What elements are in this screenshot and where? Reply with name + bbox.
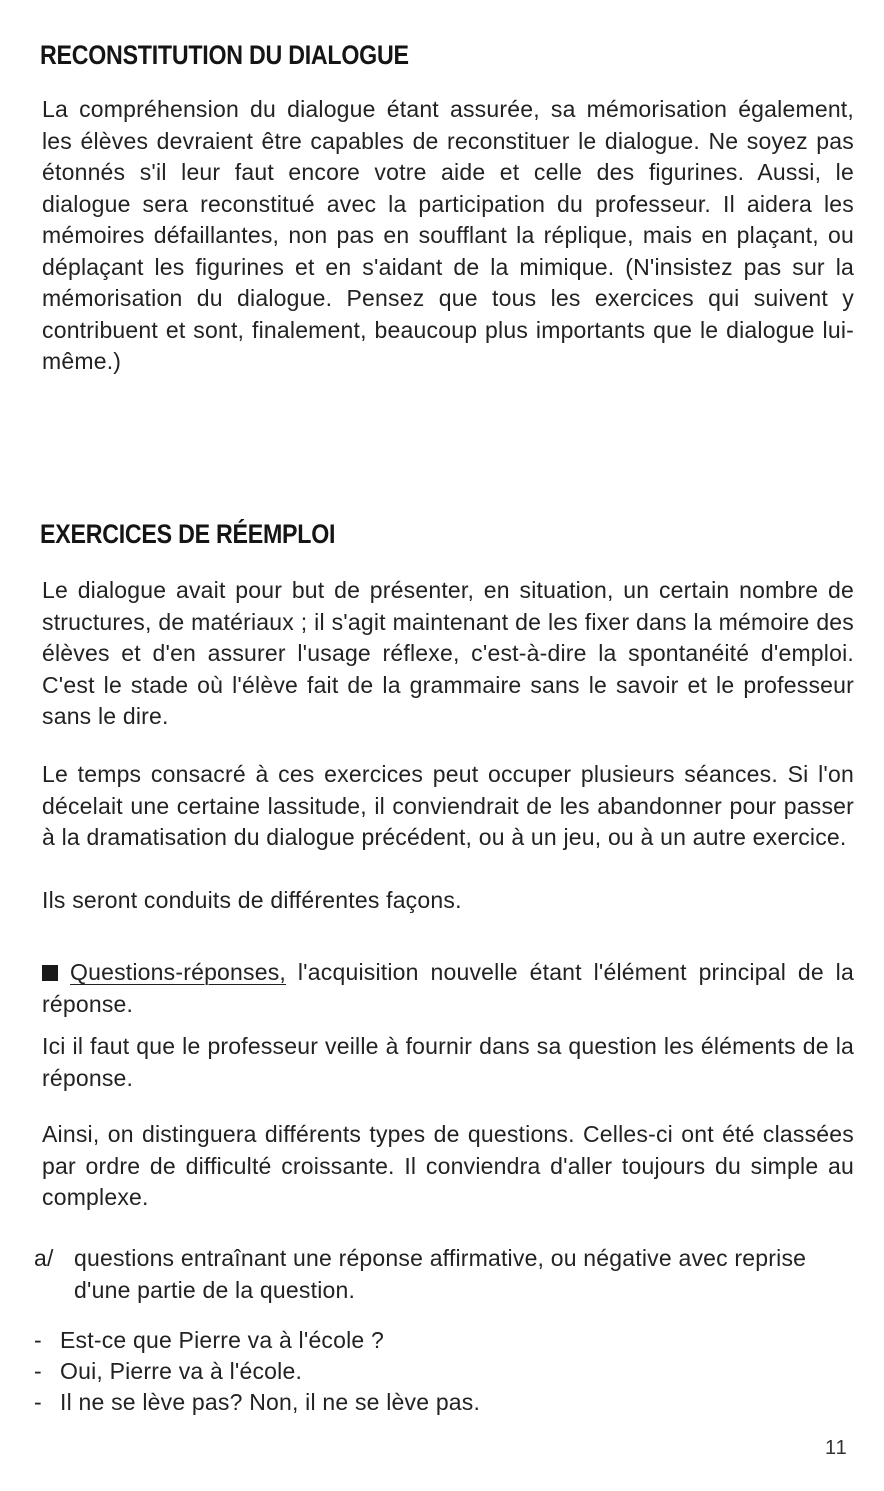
dialog-line: [34, 1356, 854, 1387]
example-dialog: [34, 1325, 854, 1418]
dialog-dash: -: [34, 1327, 42, 1353]
bullet-text: l'acquisition nouvelle étant l'élément principal de la réponse.: [42, 959, 854, 1017]
dialog-dash: -: [34, 1358, 42, 1384]
list-marker-a: a/: [34, 1245, 54, 1271]
dialog-text: Est-ce que Pierre va à l'école ?: [60, 1327, 385, 1353]
dialog-text: Il ne se lève pas? Non, il ne se lève pas.: [60, 1389, 481, 1415]
bullet-title: Questions-réponses,: [70, 959, 287, 985]
paragraph-exercices-facons: Ils seront conduits de différentes façons.: [42, 887, 462, 913]
list-item-a: [34, 1243, 854, 1306]
section-heading-reconstitution: RECONSTITUTION DU DIALOGUE: [40, 40, 409, 70]
paragraph-professeur-veille: Ici il faut que le professeur veille à fournir dans sa question les éléments de la réponse.: [42, 1033, 854, 1091]
section-heading-exercices: EXERCICES DE RÉEMPLOI: [40, 519, 336, 549]
dialog-line: [34, 1387, 854, 1418]
paragraph-reconstitution: La compréhension du dialogue étant assurée, sa mémorisation également, les élèves devraient être capables de reconstituer le dialogue. Ne soyez pas étonnés s'il leur faut encore votre aide et celle des figurines. Aussi, le dialogue sera reconstitué avec la participation du professeur. Il aidera les mémoires défaillantes, non pas en soufflant la réplique, mais en plaçant, ou déplaçant les figurines et en s'aidant de la mimique. (N'insistez pas sur la mémorisation du dialogue. Pensez que tous les exercices qui suivent y contribuent et sont, finalement, beaucoup plus importants que le dialogue lui-même.): [42, 96, 854, 374]
dialog-dash: -: [34, 1389, 42, 1415]
list-item-a-text: questions entraînant une réponse affirmative, ou négative avec reprise d'une partie de la question.: [74, 1245, 807, 1303]
paragraph-exercices-temps: Le temps consacré à ces exercices peut occuper plusieurs séances. Si l'on décelait une certaine lassitude, il conviendrait de les abandonner pour passer à la dramatisation du dialogue précédent, ou à un jeu, ou à un autre exercice.: [42, 761, 854, 850]
dialog-text: Oui, Pierre va à l'école.: [60, 1358, 303, 1384]
paragraph-types-questions: Ainsi, on distinguera différents types de questions. Celles-ci ont été classées par ordre de difficulté croissante. Il conviendra d'aller toujours du simple au complexe.: [42, 1121, 854, 1210]
square-bullet-icon: [42, 965, 58, 981]
paragraph-exercices-intro: Le dialogue avait pour but de présenter, en situation, un certain nombre de structures, de matériaux ; il s'agit maintenant de les fixer dans la mémoire des élèves et d'en assurer l'usage réflexe, c'est-à-dire la spontanéité d'emploi. C'est le stade où l'élève fait de la grammaire sans le savoir et le professeur sans le dire.: [42, 577, 854, 729]
bullet-questions-reponses: [42, 957, 854, 1020]
page-number: 11: [825, 1437, 848, 1459]
dialog-line: [34, 1325, 854, 1356]
